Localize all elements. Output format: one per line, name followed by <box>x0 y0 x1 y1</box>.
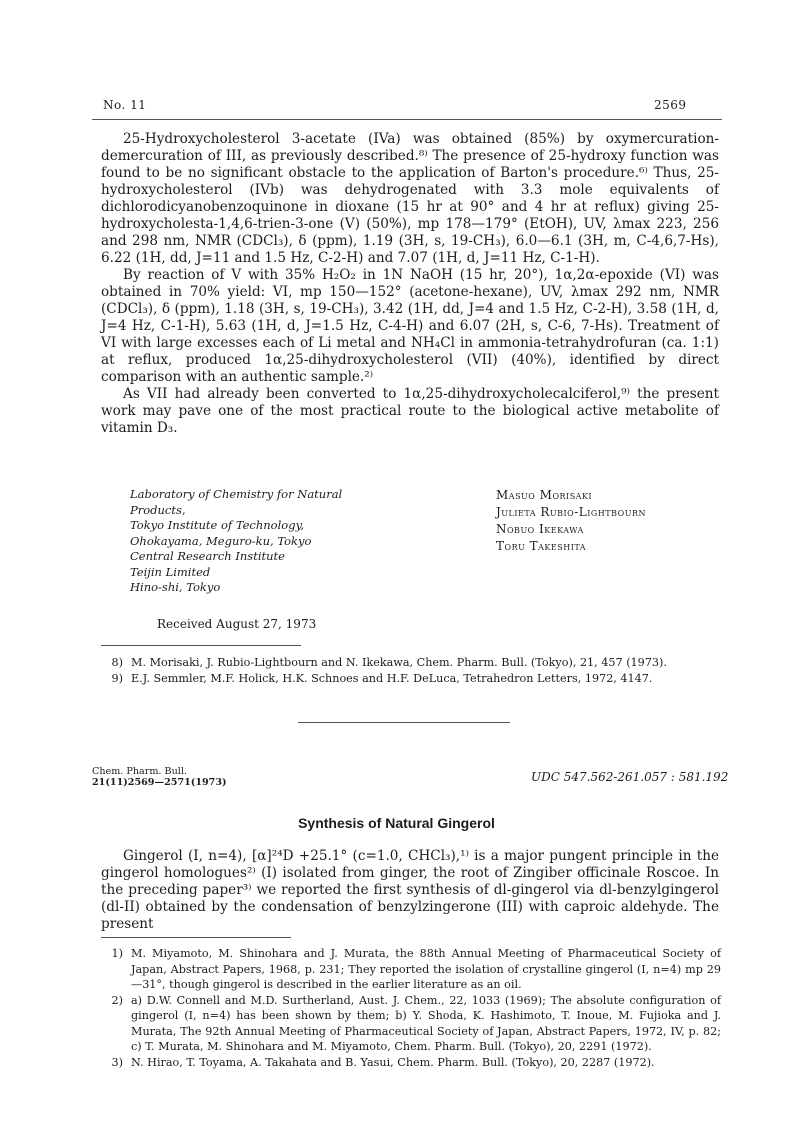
reference-item <box>101 946 721 993</box>
article-title: Synthesis of Natural Gingerol <box>298 815 495 831</box>
affiliation-line: Central Research Institute <box>130 549 285 563</box>
body-paragraph: 25-Hydroxycholesterol 3-acetate (IVa) was obtained (85%) by oxymercuration-demercuration of III, as previously described.⁸⁾ The presence of 25-hydroxy function was found to be no significant obstacle to the application of Barton's procedure.⁶⁾ Thus, 25-hydroxycholesterol (IVb) was dehydrogenated with 3.3 mole equivalents of dichlorodicyanobenzoquinone in dioxane (15 hr at 90° and 4 hr at reflux) giving 25-hydroxycholesta-1,4,6-trien-3-one (V) (50%), mp 178—179° (EtOH), UV, λmax 223, 256 and 298 nm, NMR (CDCl₃), δ (ppm), 1.19 (3H, s, 19-CH₃), 6.0—6.1 (3H, m, C-4,6,7-Hs), 6.22 (1H, dd, J=11 and 1.5 Hz, C-2-H) and 7.07 (1H, d, J=11 Hz, C-1-H). <box>101 131 719 266</box>
affiliation-line: Products, <box>130 502 186 517</box>
footnote-rule <box>101 645 301 646</box>
body-paragraph: As VII had already been converted to 1α,25-dihydroxycholecalciferol,⁹⁾ the present work may pave one of the most practical route to the biological active metabolite of vitamin D₃. <box>101 386 719 436</box>
body-paragraph: By reaction of V with 35% H₂O₂ in 1N NaOH (15 hr, 20°), 1α,2α-epoxide (VI) was obtained in 70% yield: VI, mp 150—152° (acetone-hexane), UV, λmax 292 nm, NMR (CDCl₃), δ (ppm), 1.18 (3H, s, 19-CH₃), 3.42 (1H, dd, J=4 and 1.5 Hz, C-2-H), 3.58 (1H, d, J=4 Hz, C-1-H), 5.63 (1H, d, J=1.5 Hz, C-4-H) and 6.07 (2H, s, C-6, 7-Hs). Treatment of VI with large excesses each of Li metal and NH₄Cl in ammonia-tetrahydrofuran (ca. 1:1) at reflux, produced 1α,25-dihydroxycholesterol (VII) (40%), identified by direct comparison with an authentic sample.²⁾ <box>101 267 719 385</box>
author-name: Toru Takeshita <box>496 539 587 553</box>
reference-text: E.J. Semmler, M.F. Holick, H.K. Schnoes and H.F. DeLuca, Tetrahedron Letters, 1972, 4147. <box>131 671 653 685</box>
reference-number: 8) <box>111 656 123 669</box>
reference-item <box>101 655 721 671</box>
reference-text: a) D.W. Connell and M.D. Surtherland, Aust. J. Chem., 22, 1033 (1969); The absolute configuration of gingerol (I, n=4) has been shown by them; b) Y. Shoda, K. Hashimoto, T. Inoue, M. Fujioka and J. Murata, The 92th Annual Meeting of Pharmaceutical Society of Japan, Abstract Papers, 1972, IV, p. 82; c) T. Murata, M. Shinohara and M. Miyamoto, Chem. Pharm. Bull. (Tokyo), 20, 2291 (1972). <box>131 993 721 1053</box>
page-number: 2569 <box>654 98 687 112</box>
author-name: Masuo Morisaki <box>496 488 593 502</box>
affiliation-block <box>130 487 342 596</box>
affiliation-line: Tokyo Institute of Technology, <box>130 518 305 532</box>
affiliation-line: Ohokayama, Meguro-ku, Tokyo <box>130 533 312 548</box>
body-text <box>101 131 719 437</box>
reference-number: 3) <box>111 1055 123 1069</box>
citation-line: 21(11)2569—2571(1973) <box>92 777 227 788</box>
reference-number: 1) <box>111 947 123 960</box>
citation-line: Chem. Pharm. Bull. <box>92 766 187 777</box>
author-name: Nobuo Ikekawa <box>496 522 584 536</box>
reference-item <box>101 1055 721 1071</box>
reference-text: N. Hirao, T. Toyama, A. Takahata and B. Yasui, Chem. Pharm. Bull. (Tokyo), 20, 2287 (1972). <box>131 1055 655 1069</box>
reference-text: M. Morisaki, J. Rubio-Lightbourn and N. Ikekawa, Chem. Pharm. Bull. (Tokyo), 21, 457 (1973). <box>131 656 667 669</box>
intro-paragraph: Gingerol (I, n=4), [α]²⁴D +25.1° (c=1.0, CHCl₃),¹⁾ is a major pungent principle in the gingerol homologues²⁾ (I) isolated from ginger, the root of Zingiber officinale Roscoe. In the preceding paper³⁾ we reported the first synthesis of dl-gingerol via dl-benzylgingerol (dl-II) obtained by the condensation of benzylzingerone (III) with caproic aldehyde. The present <box>101 848 719 932</box>
reference-number: 9) <box>111 671 123 685</box>
reference-item <box>101 671 721 687</box>
reference-list-bottom <box>101 946 721 1070</box>
author-name: Julieta Rubio-Lightbourn <box>496 505 646 519</box>
footnote-rule-bottom <box>101 937 291 938</box>
affiliation-line: Laboratory of Chemistry for Natural <box>130 487 343 501</box>
journal-issue-number: No. 11 <box>103 98 147 112</box>
reference-list-top <box>101 655 721 686</box>
author-list <box>496 487 646 555</box>
section-divider <box>298 722 510 723</box>
affiliation-line: Hino-shi, Tokyo <box>130 580 221 594</box>
received-date: Received August 27, 1973 <box>157 617 317 631</box>
intro-text <box>101 848 719 933</box>
reference-text: M. Miyamoto, M. Shinohara and J. Murata, the 88th Annual Meeting of Pharmaceutical Society of Japan, Abstract Papers, 1968, p. 231; They reported the isolation of crystalline gingerol (I, n=4) mp 29—31°, though gingerol is described in the earlier literature as an oil. <box>131 947 721 991</box>
reference-number: 2) <box>111 993 123 1007</box>
udc-code: UDC 547.562-261.057 : 581.192 <box>531 770 729 784</box>
affiliation-line: Teijin Limited <box>130 564 211 579</box>
reference-item <box>101 993 721 1055</box>
header-rule <box>92 119 722 120</box>
journal-citation <box>92 766 227 788</box>
